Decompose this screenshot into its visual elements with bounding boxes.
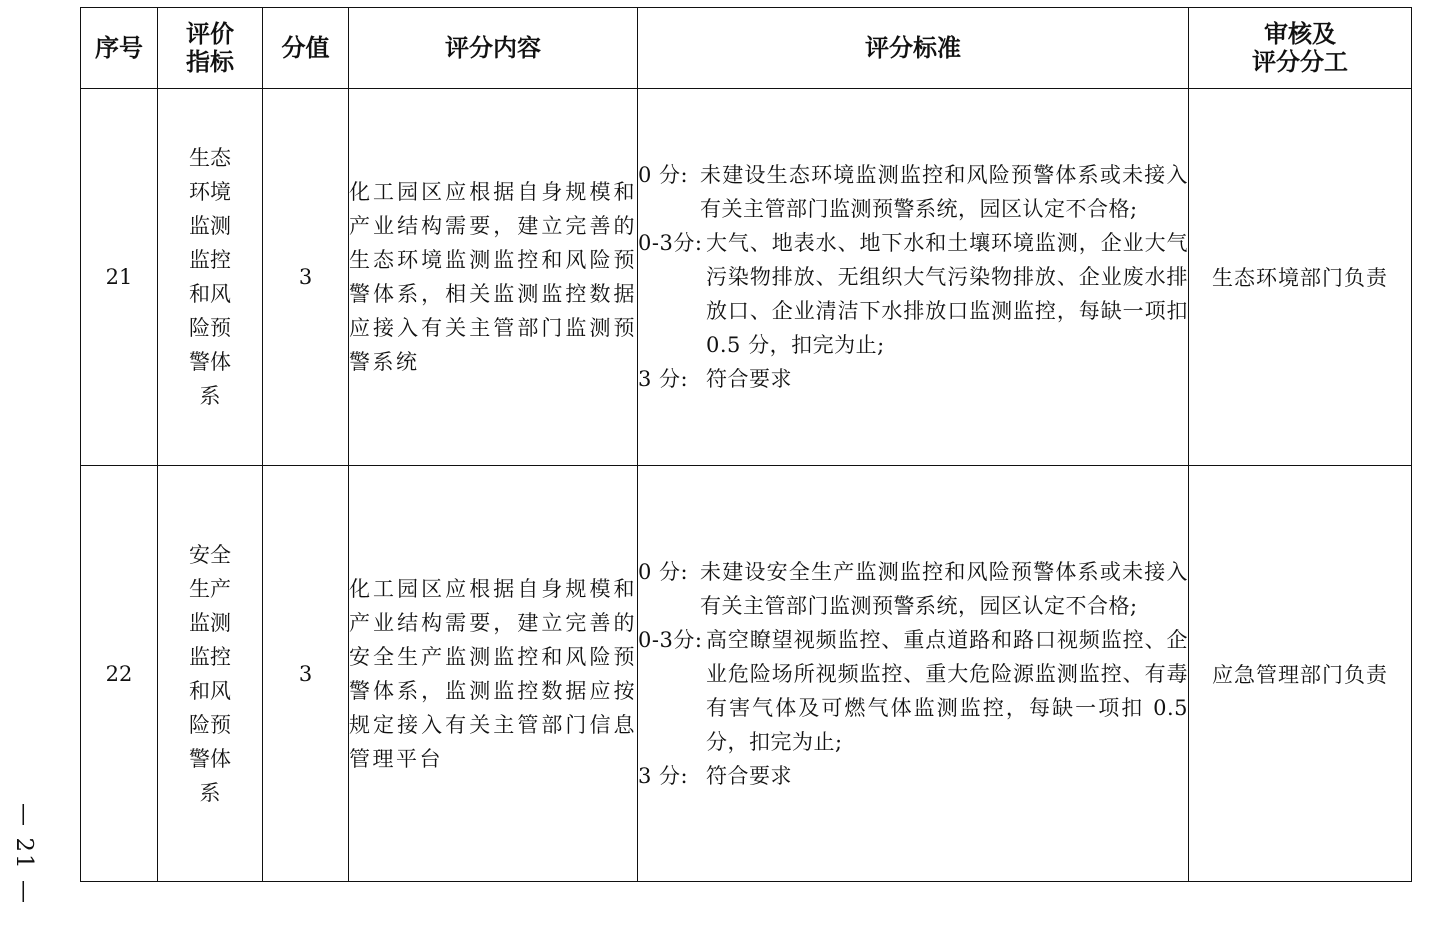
criteria-item <box>638 226 1188 362</box>
header-criteria: 评分标准 <box>638 8 1189 89</box>
evaluation-table <box>80 7 1412 882</box>
criteria-text: 未建设安全生产监测监控和风险预警体系或未接入有关主管部门监测预警系统，园区认定不合格; <box>700 559 1188 618</box>
header-score: 分值 <box>263 8 349 89</box>
header-indicator <box>158 8 263 89</box>
criteria-label: 0 分: <box>638 559 689 584</box>
row-content: 化工园区应根据自身规模和产业结构需要，建立完善的生态环境监测监控和风险预警体系，相关监测监控数据应接入有关主管部门监测预警系统 <box>349 89 638 466</box>
criteria-label: 0 分: <box>638 163 689 187</box>
header-indicator-line-1: 评价 <box>186 20 234 48</box>
page-number <box>2 795 46 913</box>
header-review-line-1: 审核及 <box>1264 20 1336 48</box>
row-criteria <box>638 89 1189 466</box>
row-no: 21 <box>81 89 158 466</box>
criteria-label: 0-3分: <box>638 627 703 652</box>
criteria-item <box>638 362 1188 396</box>
criteria-text: 符合要求 <box>706 763 792 788</box>
header-no: 序号 <box>81 8 158 89</box>
row-indicator-cell <box>158 89 263 466</box>
row-review: 应急管理部门负责 <box>1189 466 1412 882</box>
criteria-item <box>638 158 1188 226</box>
row-indicator: 安全生产监测监控和风险预警体系 <box>189 542 231 805</box>
criteria-label: 0-3分: <box>638 231 703 255</box>
row-content: 化工园区应根据自身规模和产业结构需要，建立完善的安全生产监测监控和风险预警体系，监测监控数据应按规定接入有关主管部门信息管理平台 <box>349 466 638 882</box>
criteria-item <box>638 623 1188 759</box>
header-indicator-line-2: 指标 <box>186 48 234 76</box>
header-content: 评分内容 <box>349 8 638 89</box>
table-row <box>81 89 1412 466</box>
table-row <box>81 466 1412 882</box>
row-indicator: 生态环境监测监控和风险预警体系 <box>189 146 231 408</box>
row-no: 22 <box>81 466 158 882</box>
criteria-text: 大气、地表水、地下水和土壤环境监测，企业大气污染物排放、无组织大气污染物排放、企业废水排放口、企业清洁下水排放口监测监控，每缺一项扣 0.5 分，扣完为止; <box>706 231 1188 357</box>
header-review-line-2: 评分分工 <box>1252 48 1348 76</box>
criteria-label: 3 分: <box>638 367 689 391</box>
row-score: 3 <box>263 466 349 882</box>
criteria-item <box>638 555 1188 623</box>
criteria-label: 3 分: <box>638 763 689 788</box>
criteria-item <box>638 759 1188 793</box>
header-row <box>81 8 1412 89</box>
criteria-text: 高空瞭望视频监控、重点道路和路口视频监控、企业危险场所视频监控、重大危险源监测监控、有毒有害气体及可燃气体监测监控，每缺一项扣 0.5 分，扣完为止; <box>706 627 1188 754</box>
criteria-text: 未建设生态环境监测监控和风险预警体系或未接入有关主管部门监测预警系统，园区认定不合格; <box>700 163 1188 221</box>
criteria-text: 符合要求 <box>706 367 792 391</box>
row-criteria <box>638 466 1189 882</box>
header-review <box>1189 8 1412 89</box>
page-number-text: — 21 — <box>11 803 38 905</box>
row-review: 生态环境部门负责 <box>1189 89 1412 466</box>
row-indicator-cell <box>158 466 263 882</box>
row-score: 3 <box>263 89 349 466</box>
